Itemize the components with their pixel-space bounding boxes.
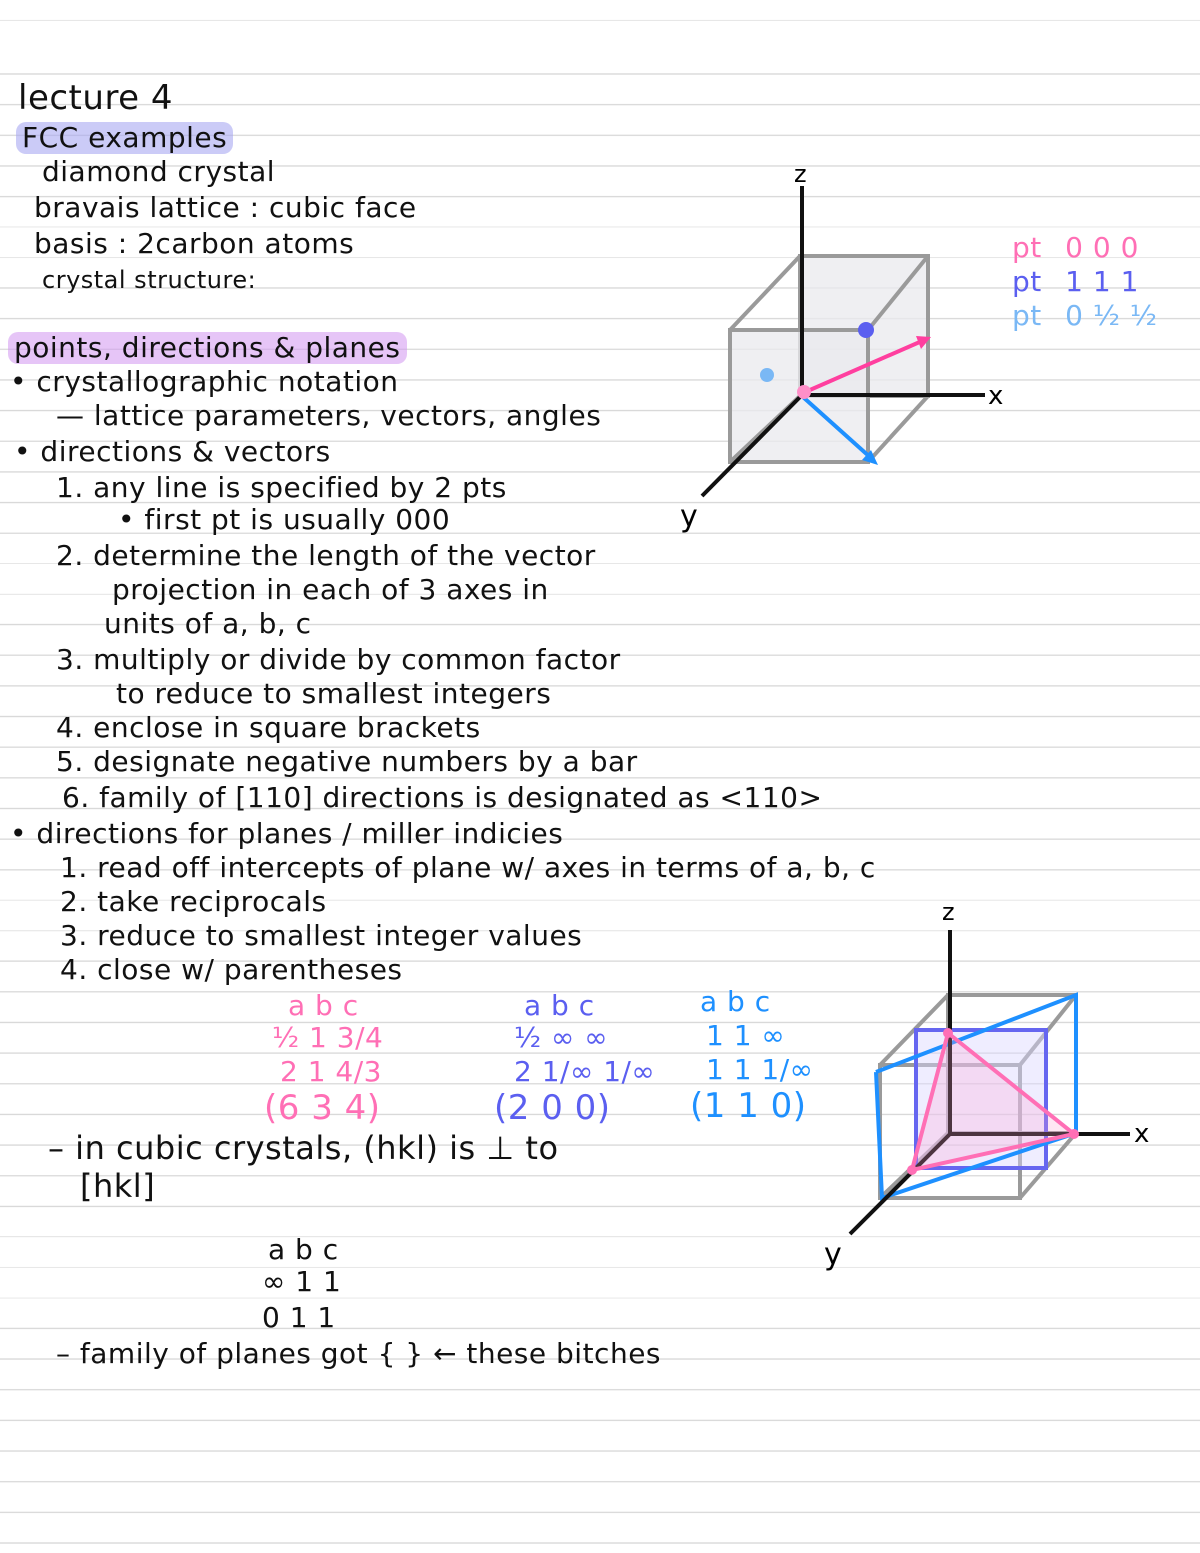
note-line: projection in each of 3 axes in xyxy=(112,573,549,606)
miller-table-result: (2 0 0) xyxy=(494,1088,611,1128)
miller-table-row: 1 1 1/∞ xyxy=(706,1053,814,1086)
plane-intercept-point xyxy=(943,1028,953,1038)
page-title: lecture 4 xyxy=(18,78,174,118)
axis-label-x: x xyxy=(1134,1119,1150,1149)
note-line: units of a, b, c xyxy=(104,607,312,640)
note-line: crystal structure: xyxy=(42,266,257,294)
miller-table-header: a b c xyxy=(288,989,359,1022)
note-line: 3. reduce to smallest integer values xyxy=(60,919,583,952)
note-line: 2. determine the length of the vector xyxy=(56,539,596,572)
note-line: 1. read off intercepts of plane w/ axes in terms of a, b, c xyxy=(60,851,876,884)
miller-table-row: 2 1 4/3 xyxy=(280,1055,382,1088)
note-line: bravais lattice : cubic face xyxy=(34,191,417,224)
note-line: 4. close w/ parentheses xyxy=(60,953,403,986)
points-legend-label: pt xyxy=(1012,265,1042,298)
note-line: — lattice parameters, vectors, angles xyxy=(56,399,602,432)
miller-table-result: (6 3 4) xyxy=(264,1088,381,1128)
note-line: 2. take reciprocals xyxy=(60,885,327,918)
note-line: 3. multiply or divide by common factor xyxy=(56,643,621,676)
miller-table-result: (1 1 0) xyxy=(690,1086,807,1126)
note-line: 1. any line is specified by 2 pts xyxy=(56,471,507,504)
table-row: 0 1 1 xyxy=(262,1301,336,1334)
miller-table-row: ½ 1 3/4 xyxy=(272,1021,384,1054)
note-line: basis : 2carbon atoms xyxy=(34,227,355,260)
note-line: 4. enclose in square brackets xyxy=(56,711,481,744)
note-line: – in cubic crystals, (hkl) is ⊥ to xyxy=(48,1129,559,1167)
table-header: a b c xyxy=(268,1233,339,1266)
axis-label-z: z xyxy=(942,898,955,926)
axis-label-y: y xyxy=(680,499,698,534)
note-line: [hkl] xyxy=(80,1167,156,1205)
miller-table-row: ½ ∞ ∞ xyxy=(514,1021,609,1054)
note-line: 5. designate negative numbers by a bar xyxy=(56,745,638,778)
miller-table-row: 2 1/∞ 1/∞ xyxy=(514,1055,656,1088)
note-line: 6. family of [110] directions is designated as <110> xyxy=(62,781,823,814)
note-line: – family of planes got { } ← these bitches xyxy=(56,1337,662,1370)
note-line: • first pt is usually 000 xyxy=(118,503,451,536)
table-row: ∞ 1 1 xyxy=(262,1265,342,1298)
miller-table-header: a b c xyxy=(524,989,595,1022)
points-legend-coords: 1 1 1 xyxy=(1065,265,1139,298)
plane-intercept-point xyxy=(907,1165,917,1175)
points-legend-coords: 0 0 0 xyxy=(1065,231,1139,264)
points-legend-coords: 0 ½ ½ xyxy=(1065,299,1158,332)
note-line: • directions & vectors xyxy=(14,435,331,468)
axis-label-y: y xyxy=(824,1237,842,1272)
note-line: diamond crystal xyxy=(42,155,276,188)
points-legend-label: pt xyxy=(1012,299,1042,332)
axis-label-z: z xyxy=(794,160,807,188)
note-line: to reduce to smallest integers xyxy=(116,677,552,710)
miller-table-header: a b c xyxy=(700,985,771,1018)
plane-intercept-point xyxy=(1069,1129,1079,1139)
section-heading-fcc: FCC examples xyxy=(16,122,233,154)
miller-table-row: 1 1 ∞ xyxy=(706,1019,786,1052)
note-line: • directions for planes / miller indicies xyxy=(10,817,564,850)
note-line: • crystallographic notation xyxy=(10,365,399,398)
axis-label-x: x xyxy=(988,381,1004,411)
section-heading-points: points, directions & planes xyxy=(8,332,407,364)
points-legend-label: pt xyxy=(1012,231,1042,264)
